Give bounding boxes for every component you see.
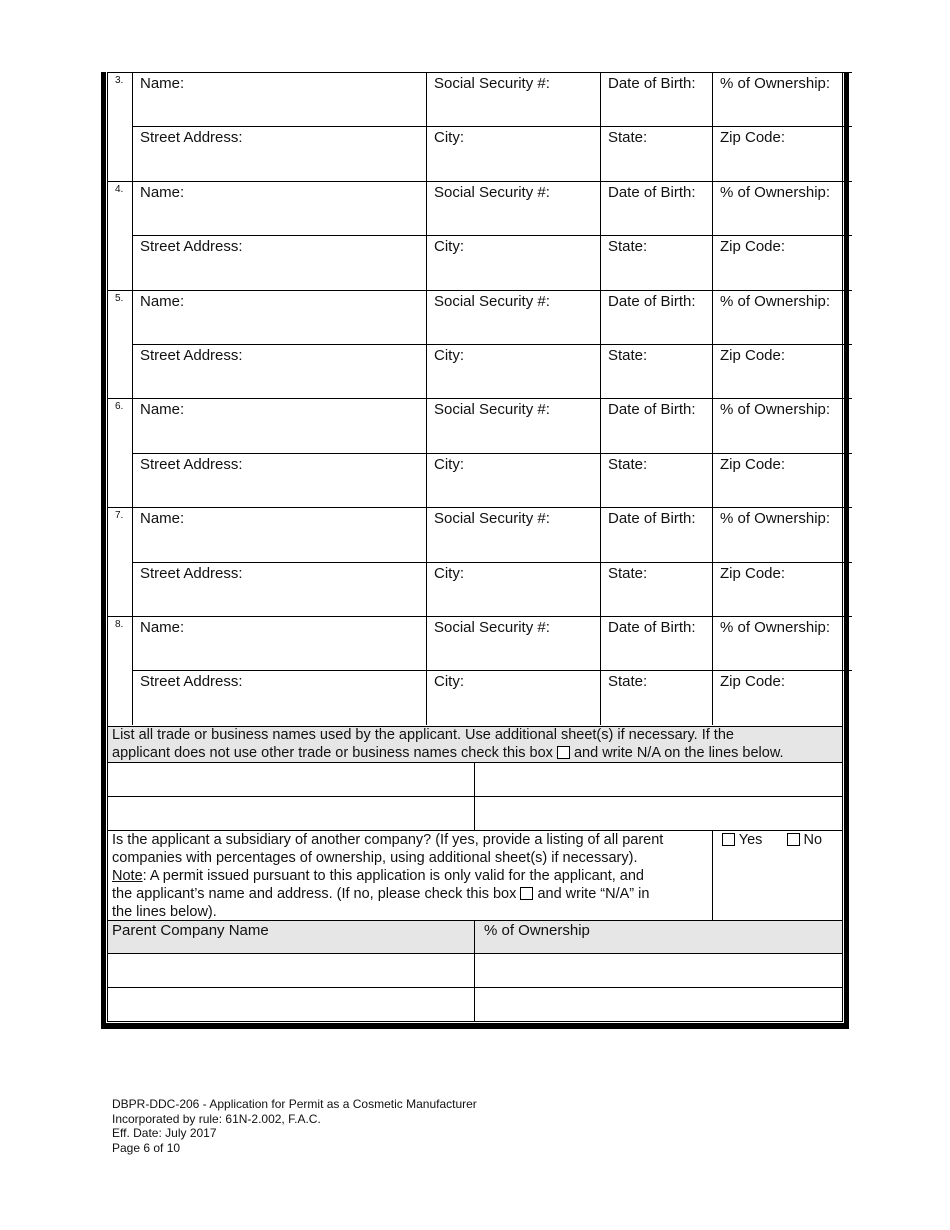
street-address-label: Street Address: [140,673,243,691]
zip-code-label: Zip Code: [720,673,786,691]
street-address-field[interactable] [133,563,426,616]
ownership-percent-label: % of Ownership: [720,183,831,201]
dob-field[interactable] [601,291,712,344]
ownership-percent-label: % of Ownership: [720,75,831,92]
ownership-percent-label: % of Ownership: [720,292,831,310]
zip-code-field[interactable] [713,345,844,398]
owner-group [106,616,854,725]
city-label: City: [434,564,464,582]
trade-name-input-2a[interactable] [108,797,475,830]
owner-group [106,290,854,399]
trade-name-input-1b[interactable] [476,763,844,797]
parent-ownership-input-1[interactable] [476,954,844,987]
state-label: State: [608,238,648,256]
street-address-field[interactable] [133,236,426,289]
page-footer [112,1097,477,1155]
parent-company-name-input-1[interactable] [108,954,475,987]
city-field[interactable] [427,236,600,289]
dob-label: Date of Birth: [608,75,696,92]
zip-code-field[interactable] [713,454,844,507]
subsidiary-no-checkbox[interactable] [787,833,800,846]
ssn-field[interactable] [427,291,600,344]
street-address-label: Street Address: [140,238,243,256]
state-field[interactable] [601,671,712,724]
city-label: City: [434,346,464,364]
trade-names-instructions: List all trade or business names used by the applicant. Use additional sheet(s) if necessary. If the applicant does not use other trade or business names check this box and write N/A on the lines below. [112,727,784,761]
yes-label: Yes [738,832,763,848]
ssn-label: Social Security #: [434,292,550,310]
ownership-percent-label: % of Ownership: [720,510,831,528]
dob-label: Date of Birth: [608,183,696,201]
ownership-percent-label: % of Ownership: [720,401,831,419]
city-label: City: [434,238,464,256]
ssn-label: Social Security #: [434,183,550,201]
state-label: State: [608,129,648,147]
owner-row-number: 8. [115,619,124,630]
ownership-percent-field[interactable] [713,291,844,344]
effective-date: Eff. Date: July 2017 [112,1126,217,1140]
parent-ownership-input-2[interactable] [476,988,844,1021]
ssn-label: Social Security #: [434,75,550,92]
city-label: City: [434,673,464,691]
zip-code-label: Zip Code: [720,129,786,147]
state-label: State: [608,346,648,364]
trade-name-input-1a[interactable] [108,763,475,797]
city-field[interactable] [427,127,600,180]
owner-row-number: 4. [115,183,124,195]
street-address-label: Street Address: [140,129,243,147]
dob-label: Date of Birth: [608,619,696,636]
state-field[interactable] [601,127,712,180]
ssn-label: Social Security #: [434,401,550,419]
name-field[interactable] [133,73,426,126]
street-address-field[interactable] [133,454,426,507]
state-label: State: [608,564,648,582]
zip-code-field[interactable] [713,236,844,289]
name-label: Name: [140,510,185,528]
owner-group [106,398,854,507]
ownership-form [101,72,849,1029]
owner-row-number: 7. [115,510,124,522]
dob-field[interactable] [601,73,712,126]
state-field[interactable] [601,345,712,398]
owner-group [106,72,854,181]
name-field[interactable] [133,182,426,235]
no-trade-names-checkbox[interactable] [557,746,570,759]
name-label: Name: [140,292,185,310]
zip-code-label: Zip Code: [720,238,786,256]
state-label: State: [608,455,648,473]
ssn-label: Social Security #: [434,510,550,528]
state-field[interactable] [601,563,712,616]
ownership-percent-field[interactable] [713,182,844,235]
owner-row-number: 3. [115,75,124,86]
dob-field[interactable] [601,182,712,235]
dob-field[interactable] [601,508,712,561]
ownership-percent-label: % of Ownership: [720,619,831,636]
street-address-label: Street Address: [140,346,243,364]
ssn-label: Social Security #: [434,619,550,636]
owner-row-number: 5. [115,292,124,304]
city-field[interactable] [427,454,600,507]
trade-name-input-2b[interactable] [476,797,844,830]
rule-reference: Incorporated by rule: 61N-2.002, F.A.C. [112,1111,321,1126]
street-address-label: Street Address: [140,455,243,473]
parent-ownership-header: % of Ownership [484,922,590,939]
dob-label: Date of Birth: [608,401,696,419]
ssn-field[interactable] [427,617,600,670]
state-field[interactable] [601,236,712,289]
street-address-label: Street Address: [140,564,243,582]
not-subsidiary-checkbox[interactable] [520,887,533,900]
parent-company-name-header: Parent Company Name [112,922,269,939]
ownership-percent-field[interactable] [713,508,844,561]
street-address-field[interactable] [133,671,426,724]
name-field[interactable] [133,617,426,670]
street-address-field[interactable] [133,127,426,180]
dob-field[interactable] [601,399,712,452]
ownership-percent-field[interactable] [713,73,844,126]
ssn-field[interactable] [427,399,600,452]
no-label: No [803,832,823,848]
street-address-field[interactable] [133,345,426,398]
ssn-field[interactable] [427,182,600,235]
ownership-percent-field[interactable] [713,617,844,670]
zip-code-label: Zip Code: [720,564,786,582]
zip-code-label: Zip Code: [720,346,786,364]
ssn-field[interactable] [427,73,600,126]
name-label: Name: [140,401,185,419]
name-label: Name: [140,75,185,92]
ssn-field[interactable] [427,508,600,561]
dob-field[interactable] [601,617,712,670]
page-number: Page 6 of 10 [112,1140,181,1155]
city-field[interactable] [427,671,600,724]
dob-label: Date of Birth: [608,292,696,310]
parent-company-name-input-2[interactable] [108,988,475,1021]
form-title: DBPR-DDC-206 - Application for Permit as a Cosmetic Manufacturer [112,1097,477,1111]
name-label: Name: [140,619,185,636]
zip-code-field[interactable] [713,127,844,180]
state-field[interactable] [601,454,712,507]
city-field[interactable] [427,563,600,616]
zip-code-field[interactable] [713,671,844,724]
name-field[interactable] [133,508,426,561]
owner-group [106,181,854,290]
state-label: State: [608,673,648,691]
name-field[interactable] [133,291,426,344]
zip-code-field[interactable] [713,563,844,616]
owner-group [106,507,854,616]
city-label: City: [434,455,464,473]
dob-label: Date of Birth: [608,510,696,528]
city-label: City: [434,129,464,147]
city-field[interactable] [427,345,600,398]
subsidiary-yes-checkbox[interactable] [722,833,735,846]
subsidiary-yes-no [722,831,822,849]
ownership-percent-field[interactable] [713,399,844,452]
owner-row-number: 6. [115,401,124,413]
name-label: Name: [140,183,185,201]
zip-code-label: Zip Code: [720,455,786,473]
subsidiary-question: Is the applicant a subsidiary of another company? (If yes, provide a listing of all parent companies with percentages of ownership, using additional sheet(s) if necessary). Note: A permit issued pursuant to this application is only valid for the applicant, and the applicant’s name and address. (If no, please check this box and write “N/A” in the lines below). [112,832,664,920]
name-field[interactable] [133,399,426,452]
